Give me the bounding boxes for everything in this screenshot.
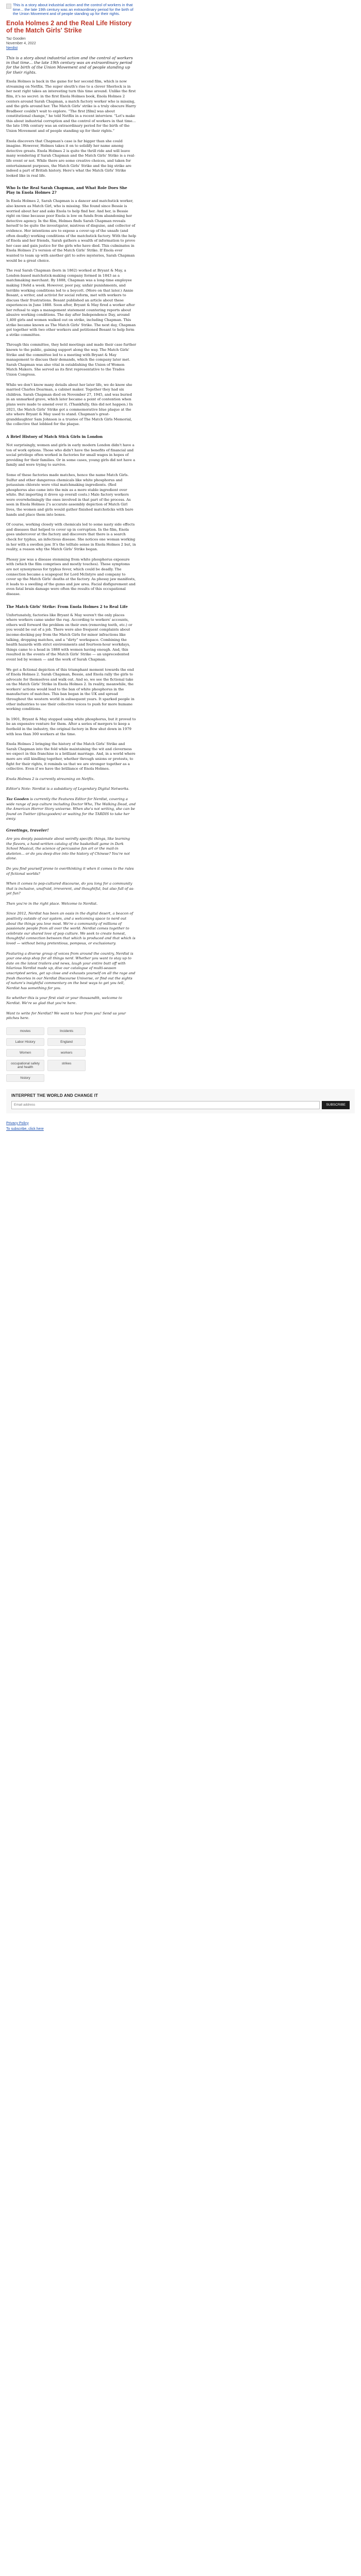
paragraph: Unfortunately, factories like Bryant & May weren't the only places where workers came under the rug. According to workers' accounts, others well forward the problem on their own (removing teeth, etc.) or you would be out of a job. There were also frequent complaints about income-docking pay from the Match Girls for minor infractions like talking, dropping matches, and a “dirty” workspace. Combining the health hazards with strict environments and fourteen-hour workdays, things came to a head in 1888 with women having enough. And, this resulted in the events of the Match Girls' Strike — an unprecedented event led by women — and the work of Sarah Chapman. [6, 613, 133, 662]
paragraph: When it comes to pop-cultured discourse, do you long for a community that is inclusive, unafraid, irreverent, and thoughtful, but also full of as-yet fun? [6, 882, 135, 896]
article-preview[interactable] [6, 3, 136, 16]
image-icon [6, 4, 11, 9]
page-title: Enola Holmes 2 and the Real Life History of the Match Girls' Strike [6, 19, 132, 34]
privacy-policy-link[interactable]: Privacy Policy [6, 1121, 29, 1125]
article-dek: This is a story about industrial action and the control of workers in that time... the late 19th century was an extraordinary period for the birth of the Union Movement and of people standing up for their rights. [6, 55, 133, 75]
preview-text[interactable]: This is a story about industrial action and the control of workers in that time... the late 19th century was an extraordinary period for the birth of the Union Movement and of people standing up for their rights. [13, 3, 134, 16]
tag[interactable]: England [47, 1038, 86, 1046]
newsletter-title: INTERPRET THE WORLD AND CHANGE IT [11, 1093, 99, 1098]
article-body [6, 79, 136, 1021]
paragraph: In Enola Holmes 2, Sarah Chapman is a dancer and matchstick worker, also known as Match Girl, who is missing. She found since Bessie is worried about her and asks Enola to help find her. And her, is Bessie right on time because poor Enola is low on funds from abandoning her detective agency. In the film, Holmes finds Sarah Chapman reveals herself to be quite the investigator, mistress of disguise, and collector of evidence. Her intentions are to expose a cover-up of the unsafe (and often deadly) working conditions of the matchstick factory. With the help of Enola and her friends, Sarah gathers a wealth of information to prove her case and gain justice for the girls who have died. This culminates in Enola Holmes 2's version of the Match Girls' Strike. If Enola ever wanted to team up with another girl to solve mysteries, Sarah Chapman would be a great choice. [6, 199, 136, 263]
byline-author: Taz Gooden [6, 37, 26, 41]
footer [6, 1121, 355, 1132]
paragraph: Then you're in the right place. Welcome to Nerdist. [6, 901, 98, 906]
paragraph: The real Sarah Chapman (born in 1862) worked at Bryant & May, a London-based matchstick-making company formed in 1843 as a matchmaking merchant. By 1888, Chapman was a long-time employee making 19s6d a week. However, poor pay, unfair punishments, and terrible working conditions led to a boycott. (More on that later.) Annie Besant, a writer, and activist for social reform, met with workers to discuss their frustrations. Besant published an article about these experiences in June 1888. Soon after, Bryant & May fired a worker after her refusal to sign a management statement countering reports about abusive working conditions. The day after Independence Day, around 1,400 girls and women walked out on strike, including Chapman. This strike became known as The Match Girls' Strike. The next day, Chapman got together with two other workers and petitioned Besant to help form a strike committee. [6, 268, 136, 337]
greeting-heading: Greetings, traveler! [6, 827, 49, 833]
section-heading: The Match Girls' Strike: From Enola Holmes 2 to Real Life [6, 604, 128, 609]
paragraph: Enola Holmes 2 is currently streaming on Netflix. [6, 776, 95, 781]
author-bio [6, 797, 136, 822]
paragraph: Of course, working closely with chemicals led to some nasty side effects and diseases that helped to cover up in corruption. In the film, Enola goes undercover at the factory and discovers that there is a search check for typhus, an infectious disease. She notices one woman working in her with a swollen jaw. It's the telltale sense in Enola Holmes 2 but, in reality, a reason why the Match Girls' Strike began. [6, 522, 136, 552]
section-heading: A Brief History of Match Stick Girls in London [6, 434, 103, 439]
tag[interactable]: occupational safety and health [6, 1060, 44, 1071]
tag[interactable]: workers [47, 1049, 86, 1057]
paragraph: Featuring a diverse group of voices from around the country, Nerdist is your one-stop shop for all things nerd. Whether you want to stay up to date on the latest trailers and news, laugh your entire butt off with hilarious Nerdist made up, dive our catalogue of multi-season unscripted series, get up close and exhausts yourself on all the rage and fresh theories in our Nerdist Discourse Universe, or find out the sights of nature's insightful commentary on the best ways to get you tell, Nerdist has something for you. [6, 951, 136, 990]
tag-list [6, 1027, 126, 1082]
editor-note: Editor's Note: Nerdist is a subsidiary of Legendary Digital Networks. [6, 787, 129, 791]
paragraph: In 1901, Bryant & May stopped using white phosphorus, but it proved to be an expensive venture for them. After a series of mergers to keep a foothold in the industry, the original factory in Bow shut down in 1979 with less than 300 workers at the time. [6, 717, 136, 736]
tag[interactable]: Labor History [6, 1038, 44, 1046]
tag[interactable]: movies [6, 1027, 44, 1035]
paragraph: Want to write for Nerdist? We want to hear from you! Send us your pitches here. [6, 1011, 126, 1021]
tag[interactable]: history [6, 1074, 44, 1082]
page [6, 0, 136, 1082]
author-bio-text: is currently the Features Editor for Nerdist, covering a wide range of pop culture including Doctor Who, The Walking Dead, and the American Horror Story universe. When she's not writing, she can be found on Twitter (@tazgooden) or waiting for the TARDIS to take her away. [6, 796, 136, 821]
newsletter-form [11, 1101, 350, 1109]
paragraph: So whether this is your first visit or your thousandth, welcome to Nerdist. We're so glad that you're here. [6, 996, 122, 1005]
tag[interactable]: Incidents [47, 1027, 86, 1035]
subscribe-link[interactable]: To subscribe, click here [6, 1127, 44, 1131]
newsletter-box [6, 1089, 355, 1113]
paragraph: Since 2012, Nerdist has been an oasis in the digital desert, a beacon of positivity outside of our system, and a welcoming space to nerd out about the things you love most. We're a community of millions of passionate people from all over the world. Nerdist comes together to celebrate our shared love of pop culture. We seek to create honest, thoughtful connection between that which is produced and that which is loved — without being pretentious, pompous, or exclusionary. [6, 911, 136, 946]
newsletter-section [6, 1089, 355, 1132]
paragraph: Some of these factories made matches, hence the name Match Girls. Sulfur and other dangerous chemicals like white phosphorus and potassium chlorate were vital matchmaking ingredients. (Red phosphorus also came into the mix as a more stable ingredient over white. But importing it drove up overall costs.) Male factory workers were overwhelmingly the ones involved in that part of the process. As seen in Enola Holmes 2's accurate assembly depiction of Match Girl lives, the women and girls would gather finished matchsticks with bare hands and place them into boxes. [6, 472, 134, 517]
email-input[interactable] [11, 1101, 320, 1109]
source-link[interactable]: Nerdist [6, 46, 18, 50]
paragraph: Enola Holmes is back in the game for her second film, which is now streaming on Netflix. The super sleuth's rise to a clever Sherlock is in her next right takes an interesting turn this time around. Unlike the first film, it's no secret: in the first Enola Holmes book, Enola Holmes 2 centers around Sarah Chapman, a match factory worker who is missing, and the girls around her. The Match Girls' strike is a truly obscure Harry Bradbeer couldn't wait to explore. “The first [film] was about constitutional change,” he told Netflix in a recent interview. “Let's make this about industrial corruption and the control of workers in that time... the late 19th century was an extraordinary period for the birth of the Union Movement and of people standing up for their rights.” [6, 79, 136, 133]
paragraph: Enola Holmes 2 bringing the history of the Match Girls' Strike and Sarah Chapman into the fold while maintaining the wit and cleverness we expect in this franchise is a brilliant marriage. And, in a world where more are still kindling together, whether through unions or protests, to fight for their rights, it reminds us that we are stronger together as a collective. Even if we have the brilliance of Enola Holmes. [6, 742, 136, 771]
paragraph: We get a fictional depiction of this triumphant moment towards the end of Enola Holmes 2. Sarah Chapman, Bessie, and Enola rally the girls to advocate for themselves and walk out. And so, we see the fictional take on the Match Girls' Strike in Enola Holmes 2. In reality, meanwhile, the workers' actions would lead to the ban of white phosphorus in the manufacture of matches. This ban began in the UK and spread throughout the western world in subsequent years. It sparked people in other industries to use their collective voices to push for more humane working conditions. [6, 667, 135, 711]
paragraph: While we don't know many details about her later life, we do know she married Charles Dearman, a cabinet maker. Together they had six children. Sarah Chapman died on November 27, 1945, and was buried in an unmarked grave, which later became a point of contention when plans were made to amend over it. (Thankfully, this did not happen.) In 2021, the Match Girls' Strike got a commemorative blue plaque at the site where Bryant & May used to stand. Chapman's great-granddaughter Sam Johnson is a trustee of The Match Girls Memorial, the collective that lobbied for the plaque. [6, 382, 133, 427]
paragraph: Enola discovers that Chapman's case is far bigger than she could imagine. However, Holmes takes it on to solidify her name among detective greats. Enola Holmes 2 is quite the thrill ride and will leave many wondering if Sarah Chapman and the Match Girls' Strike is a real-life event or not. While there are some creative choices, and taken for entertainment purposes, the Match Girls' Strike and the big strike are indeed a part of British history. Here's what the Match Girls' Strike looked like in real life. [6, 139, 136, 178]
tag[interactable]: Women [6, 1049, 44, 1057]
tag[interactable]: strikes [47, 1060, 86, 1071]
paragraph: Through this committee, they held meetings and made their case further known to the public, gaining support along the way. The Match Girls' Strike and the committee led to a meeting with Bryant & May management to discuss their demands, which the company later met. Sarah Chapman was also vital in establishing the Union of Women Match Makers. She served as its first representative to the Trades Union Congress. [6, 343, 136, 377]
byline-date: November 4, 2022 [6, 41, 36, 45]
byline [6, 37, 136, 50]
subscribe-button[interactable]: SUBSCRIBE [322, 1101, 350, 1109]
paragraph: Phossy jaw was a disease stemming from white phosphorus exposure with (which the film comprises and mostly touches). These symptoms are not synonymous for typhus fever, which could be deadly. The connection became a scapegoat for Lord McIntyre and company to cover up the Match Girls' deaths at the factory. As phossy jaw manifests, it leads to a swelling of the gums and jaw area. Facial disfigurement and even fatal brain damage were often the results of this occupational disease. [6, 557, 136, 596]
paragraph: Do you find yourself prone to overthinking it when it comes to the rules of fictional worlds? [6, 866, 134, 876]
paragraph: Not surprisingly, women and girls in early modern London didn't have a ton of work options. Those who didn't have the benefits of financial and social privilege often worked in factories for small wages in hopes of providing for their families. Or in some cases, young girls did not have a family and were trying to survive. [6, 443, 135, 467]
paragraph: Are you deeply passionate about weirdly specific things, like learning the flavors, a hand-written catalog of the basketball game in Dark School Musical, the science of percussive fan art or the mail-in skeleton... or do you deep dive into the history of Chinese? You're not alone. [6, 836, 130, 861]
author-bio-name: Taz Gooden [6, 796, 29, 801]
section-heading: Who Is the Real Sarah Chapman, and What Role Does She Play in Enola Holmes 2? [6, 185, 127, 195]
